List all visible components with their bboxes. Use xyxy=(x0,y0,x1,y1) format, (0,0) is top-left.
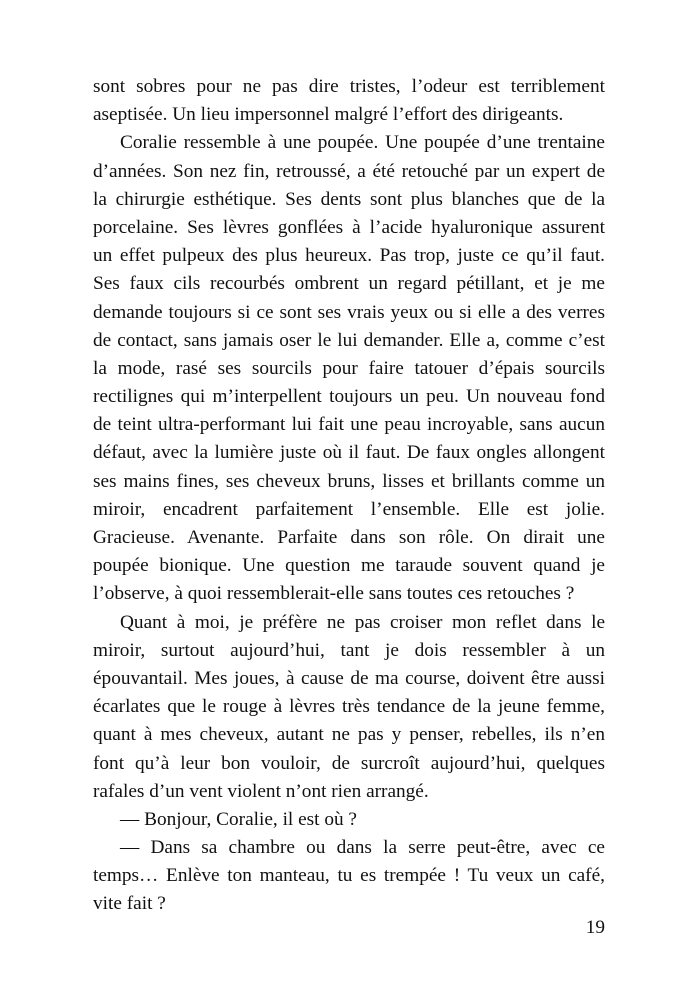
text-line: de contact, sans jamais oser le lui demander. Elle a, comme c’est xyxy=(93,329,605,351)
page-number: 19 xyxy=(585,917,605,938)
text-line: demande toujours si ce sont ses vrais yeux ou si elle a des verres xyxy=(93,301,605,323)
text-line: écarlates que le rouge à lèvres très tendance de la jeune femme, xyxy=(93,696,605,718)
text-line: temps… Enlève ton manteau, tu es trempée ! Tu veux un café, xyxy=(93,865,605,887)
text-line: poupée bionique. Une question me taraude souvent quand je xyxy=(93,555,605,577)
text-line: Gracieuse. Avenante. Parfaite dans son rôle. On dirait une xyxy=(93,527,605,548)
text-line: aseptisée. Un lieu impersonnel malgré l’effort des dirigeants. xyxy=(93,104,564,126)
text-line: d’années. Son nez fin, retroussé, a été retouché par un expert de xyxy=(93,160,605,182)
text-line: porcelaine. Ses lèvres gonflées à l’acide hyaluronique assurent xyxy=(93,216,605,238)
text-line: un effet pulpeux des plus heureux. Pas trop, juste ce qu’il faut. xyxy=(93,245,605,267)
text-line: rectilignes qui m’interpellent toujours un peu. Un nouveau fond xyxy=(93,386,605,408)
dialogue-line: — Bonjour, Coralie, il est où ? xyxy=(120,808,357,830)
text-line: vite fait ? xyxy=(93,893,166,915)
text-line: Quant à moi, je préfère ne pas croiser mon reflet dans le xyxy=(120,611,605,633)
text-line: épouvantail. Mes joues, à cause de ma course, doivent être aussi xyxy=(93,667,605,689)
dialogue-line: — Dans sa chambre ou dans la serre peut-être, avec ce xyxy=(120,837,605,859)
text-line: miroir, surtout aujourd’hui, tant je dois ressembler à un xyxy=(93,639,605,661)
text-line: miroir, encadrent parfaitement l’ensemble. Elle est jolie. xyxy=(93,498,605,520)
text-line: de teint ultra-performant lui fait une peau incroyable, sans aucun xyxy=(93,414,605,436)
text-line: l’observe, à quoi ressemblerait-elle sans toutes ces retouches ? xyxy=(93,583,575,605)
text-line: quant à mes cheveux, autant ne pas y penser, rebelles, ils n’en xyxy=(93,724,605,746)
text-line: sont sobres pour ne pas dire tristes, l’odeur est terriblement xyxy=(93,76,605,97)
text-line: Ses faux cils recourbés ombrent un regard pétillant, et je me xyxy=(93,273,605,295)
text-line: rafales d’un vent violent n’ont rien arrangé. xyxy=(93,780,429,802)
text-line: font qu’à leur bon vouloir, de surcroît aujourd’hui, quelques xyxy=(93,752,605,774)
text-line: Coralie ressemble à une poupée. Une poupée d’une trentaine xyxy=(120,132,605,154)
text-line: défaut, avec la lumière juste où il faut. De faux ongles allongent xyxy=(93,442,605,464)
body-text xyxy=(93,73,605,919)
text-line: la chirurgie esthétique. Ses dents sont plus blanches que de la xyxy=(93,188,605,210)
text-line: la mode, rasé ses sourcils pour faire tatouer d’épais sourcils xyxy=(93,357,605,379)
text-line: ses mains fines, ses cheveux bruns, lisses et brillants comme un xyxy=(93,470,605,492)
